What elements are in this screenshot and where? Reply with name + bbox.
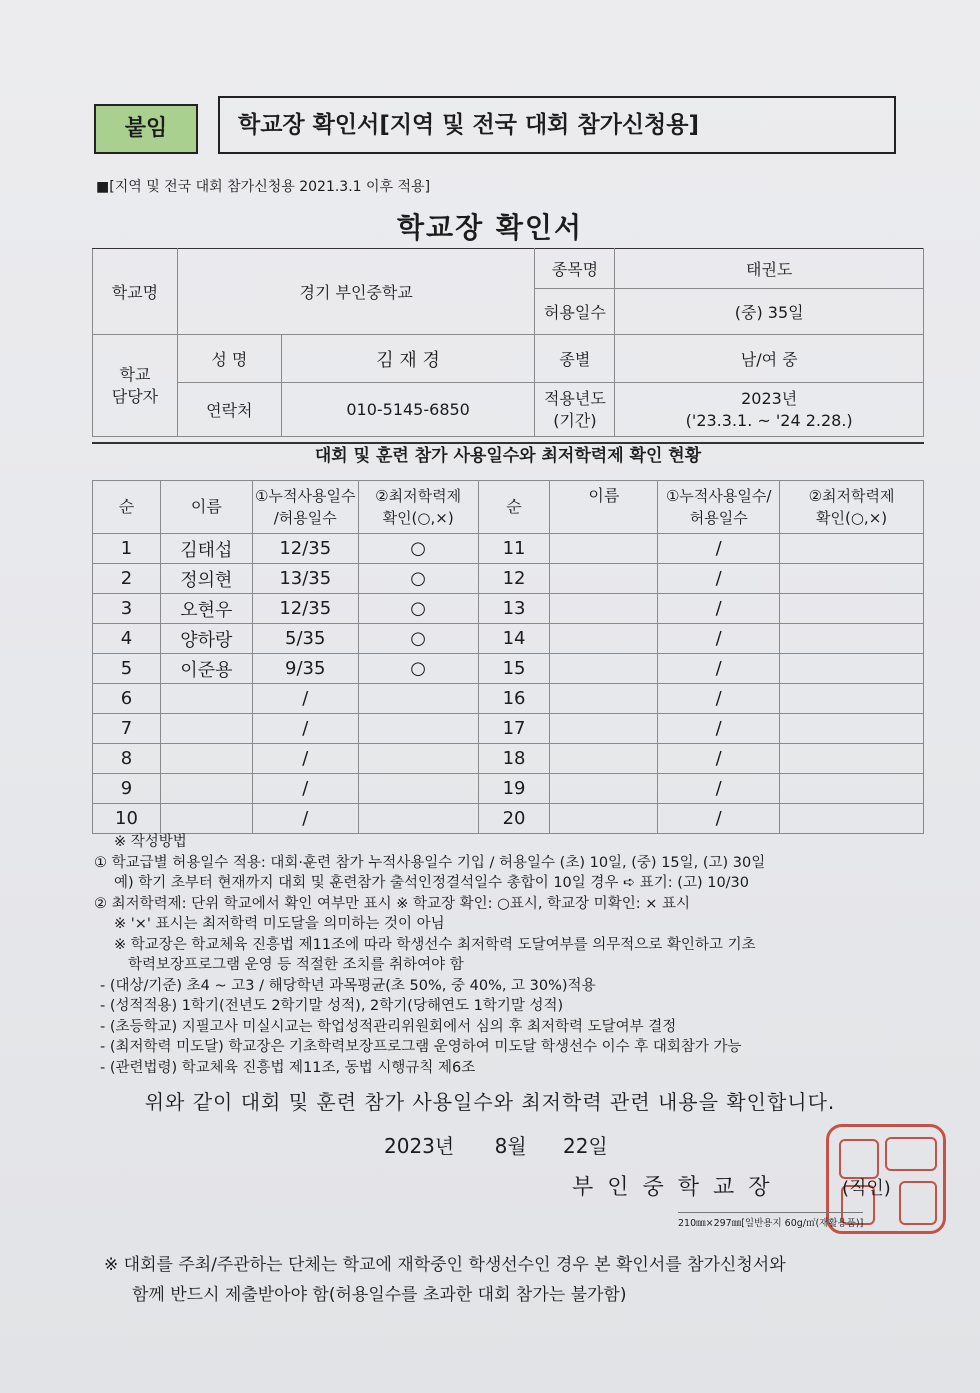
- status-section-title: 대회 및 훈련 참가 사용일수와 최저학력제 확인 현황: [92, 442, 924, 480]
- issue-date: [384, 1130, 608, 1159]
- attach-tag: 붙임: [94, 104, 198, 154]
- paper-spec: 210㎜×297㎜[일반용지 60g/㎡(재활용품)]: [678, 1212, 863, 1229]
- table-row: [93, 564, 924, 594]
- row-days-right: /: [658, 684, 780, 714]
- row-check: ○: [358, 594, 478, 624]
- row-check-right: [780, 804, 924, 834]
- applied-note: ■[지역 및 전국 대회 참가신청용 2021.3.1 이후 적용]: [96, 179, 431, 195]
- row-check: [358, 714, 478, 744]
- row-days: 12/35: [252, 534, 358, 564]
- row-days-right: /: [658, 534, 780, 564]
- row-check: [358, 684, 478, 714]
- row-check-right: [780, 534, 924, 564]
- row-no: 1: [93, 534, 161, 564]
- allowance-label: 허용일수: [535, 289, 615, 335]
- note-2a: ※ '×' 표시는 최저학력 미도달을 의미하는 것이 아님: [114, 916, 445, 932]
- table-row: [93, 594, 924, 624]
- row-no-right: 12: [478, 564, 550, 594]
- row-days: /: [252, 774, 358, 804]
- school-info-table: [92, 248, 924, 437]
- document-title: 학교장 확인서: [396, 211, 584, 244]
- gender-value: 남/여 중: [615, 335, 924, 383]
- row-days-right: /: [658, 744, 780, 774]
- manager-name-value: 김 재 경: [281, 335, 535, 383]
- row-days-right: /: [658, 804, 780, 834]
- row-check: ○: [358, 654, 478, 684]
- row-name: [160, 714, 252, 744]
- sport-value: 태권도: [615, 249, 924, 289]
- footer-line-1: ※ 대회를 주최/주관하는 단체는 학교에 재학중인 학생선수인 경우 본 확인서를 참가신청서와: [104, 1255, 786, 1275]
- row-name-right: [550, 714, 658, 744]
- row-no-right: 16: [478, 684, 550, 714]
- row-check: ○: [358, 624, 478, 654]
- table-row: [93, 714, 924, 744]
- row-name: 김태섭: [160, 534, 252, 564]
- row-days: 12/35: [252, 594, 358, 624]
- row-check-right: [780, 594, 924, 624]
- note-d3: - (초등학교) 지필고사 미실시교는 학업성적관리위원회에서 심의 후 최저학력 도달여부 결정: [100, 1018, 677, 1035]
- table-row: [93, 744, 924, 774]
- table-row: [93, 654, 924, 684]
- row-name-right: [550, 744, 658, 774]
- gender-label: 종별: [535, 335, 615, 383]
- note-2b: ※ 학교장은 학교체육 진흥법 제11조에 따라 학생선수 최저학력 도달여부를 의무적으로 확인하고 기초: [114, 936, 756, 953]
- col-academic-right: ②최저학력제 확인(○,×): [780, 481, 924, 534]
- row-check-right: [780, 684, 924, 714]
- row-name: 이준용: [160, 654, 252, 684]
- school-name-label: 학교명: [93, 249, 178, 335]
- row-check-right: [780, 714, 924, 744]
- allowance-value: (중) 35일: [615, 289, 924, 335]
- row-no: 2: [93, 564, 161, 594]
- row-no: 5: [93, 654, 161, 684]
- row-days: 13/35: [252, 564, 358, 594]
- row-name-right: [550, 684, 658, 714]
- row-name: 정의현: [160, 564, 252, 594]
- row-days: 9/35: [252, 654, 358, 684]
- table-row: [93, 774, 924, 804]
- row-no: 9: [93, 774, 161, 804]
- row-check: ○: [358, 564, 478, 594]
- row-name: [160, 744, 252, 774]
- note-2: ② 최저학력제: 단위 학교에서 확인 여부만 표시 ※ 학교장 확인: ○표시, 학교장 미확인: × 표시: [94, 895, 690, 912]
- row-no: 7: [93, 714, 161, 744]
- date-day: 22일: [562, 1134, 608, 1158]
- row-check: [358, 774, 478, 804]
- col-name: 이름: [160, 481, 252, 534]
- row-name: [160, 774, 252, 804]
- status-table: [92, 480, 924, 834]
- note-1b: 예) 학기 초부터 현재까지 대회 및 훈련참가 출석인정결석일수 총합이 10일 경우 ➪ 표기: (고) 10/30: [114, 875, 750, 891]
- row-no-right: 13: [478, 594, 550, 624]
- row-no: 6: [93, 684, 161, 714]
- form-heading: 학교장 확인서[지역 및 전국 대회 참가신청용]: [218, 96, 896, 154]
- row-name-right: [550, 654, 658, 684]
- row-no: 10: [93, 804, 161, 834]
- row-days: /: [252, 744, 358, 774]
- col-no: 순: [93, 481, 161, 534]
- row-name: [160, 804, 252, 834]
- row-no-right: 20: [478, 804, 550, 834]
- row-check-right: [780, 624, 924, 654]
- col-days-right: ①누적사용일수/ 허용일수: [658, 481, 780, 534]
- row-check: ○: [358, 534, 478, 564]
- col-days: ①누적사용일수 /허용일수: [252, 481, 358, 534]
- date-month: 8월: [494, 1134, 527, 1158]
- note-d5: - (관련법령) 학교체육 진흥법 제11조, 동법 시행규칙 제6조: [100, 1059, 476, 1076]
- note-d1: - (대상/기준) 초4 ~ 고3 / 해당학년 과목평균(초 50%, 중 40%, 고 30%)적용: [100, 977, 596, 994]
- table-row: [93, 684, 924, 714]
- row-days-right: /: [658, 594, 780, 624]
- note-d2: - (성적적용) 1학기(전년도 2학기말 성적), 2학기(당해연도 1학기말 성적): [100, 998, 564, 1014]
- year-label: 적용년도 (기간): [535, 383, 615, 437]
- row-check-right: [780, 654, 924, 684]
- manager-name-label: 성 명: [177, 335, 281, 383]
- manager-label: 학교 담당자: [93, 335, 178, 437]
- sport-label: 종목명: [535, 249, 615, 289]
- principal-signature-line: 부인중학교장: [572, 1175, 784, 1200]
- row-no: 4: [93, 624, 161, 654]
- row-no-right: 14: [478, 624, 550, 654]
- status-rows: [93, 534, 924, 834]
- note-1: ① 학교급별 허용일수 적용: 대회·훈련 참가 누적사용일수 기입 / 허용일수 (초) 10일, (중) 15일, (고) 30일: [94, 854, 766, 871]
- note-d4: - (최저학력 미도달) 학교장은 기초학력보장프로그램 운영하여 미도달 학생선수 이수 후 대회참가 가능: [100, 1039, 742, 1055]
- row-days: 5/35: [252, 624, 358, 654]
- row-check-right: [780, 744, 924, 774]
- contact-value: 010-5145-6850: [281, 383, 535, 437]
- year-value: 2023년 ('23.3.1. ~ '24 2.28.): [615, 383, 924, 437]
- col-name-right: 이름: [550, 481, 658, 534]
- col-no-right: 순: [478, 481, 550, 534]
- row-check-right: [780, 564, 924, 594]
- row-check: [358, 744, 478, 774]
- col-academic: ②최저학력제 확인(○,×): [358, 481, 478, 534]
- row-check-right: [780, 774, 924, 804]
- row-days-right: /: [658, 624, 780, 654]
- row-days: /: [252, 684, 358, 714]
- writing-notes: [94, 832, 934, 1078]
- row-no-right: 18: [478, 744, 550, 774]
- row-no-right: 11: [478, 534, 550, 564]
- row-check: [358, 804, 478, 834]
- notes-heading: ※ 작성방법: [114, 834, 187, 850]
- row-days-right: /: [658, 564, 780, 594]
- table-row: [93, 624, 924, 654]
- row-name-right: [550, 564, 658, 594]
- row-days: /: [252, 714, 358, 744]
- row-no-right: 17: [478, 714, 550, 744]
- row-name: 오현우: [160, 594, 252, 624]
- date-year: 2023년: [384, 1134, 455, 1158]
- row-no-right: 19: [478, 774, 550, 804]
- row-name-right: [550, 534, 658, 564]
- row-no: 8: [93, 744, 161, 774]
- table-row: [93, 534, 924, 564]
- contact-label: 연락처: [177, 383, 281, 437]
- row-name: 양하랑: [160, 624, 252, 654]
- row-name: [160, 684, 252, 714]
- table-row: [93, 804, 924, 834]
- row-days-right: /: [658, 654, 780, 684]
- row-name-right: [550, 594, 658, 624]
- row-name-right: [550, 774, 658, 804]
- note-2c: 학력보장프로그램 운영 등 적절한 조치를 취하여야 함: [128, 957, 464, 973]
- confirm-statement: 위와 같이 대회 및 훈련 참가 사용일수와 최저학력 관련 내용을 확인합니다.: [144, 1090, 836, 1114]
- row-no: 3: [93, 594, 161, 624]
- footer-line-2: 함께 반드시 제출받아야 함(허용일수를 초과한 대회 참가는 불가함): [132, 1285, 627, 1305]
- row-name-right: [550, 804, 658, 834]
- row-days: /: [252, 804, 358, 834]
- row-name-right: [550, 624, 658, 654]
- row-no-right: 15: [478, 654, 550, 684]
- school-name-value: 경기 부인중학교: [177, 249, 535, 335]
- row-days-right: /: [658, 774, 780, 804]
- seal-label: (직인): [842, 1178, 891, 1199]
- footer-note: [104, 1250, 904, 1310]
- row-days-right: /: [658, 714, 780, 744]
